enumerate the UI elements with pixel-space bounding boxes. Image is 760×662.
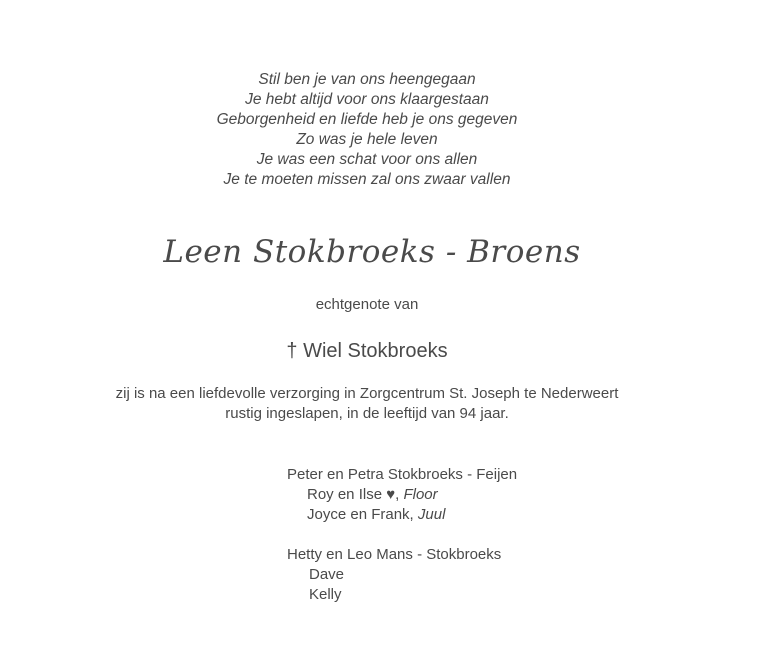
family-child bbox=[287, 505, 517, 525]
poem-line: Je was een schat voor ons allen bbox=[256, 151, 478, 168]
poem-line: Je te moeten missen zal ons zwaar vallen bbox=[223, 171, 511, 188]
family-parents: Hetty en Leo Mans - Stokbroeks bbox=[287, 546, 502, 563]
poem bbox=[0, 70, 734, 190]
spouse-intro: echtgenote van bbox=[315, 296, 419, 313]
spacer bbox=[287, 525, 517, 545]
family-child: Dave bbox=[309, 566, 345, 583]
poem-line: Je hebt altijd voor ons klaargestaan bbox=[245, 91, 489, 108]
family-child-names: Joyce en Frank, bbox=[307, 506, 414, 523]
grandchild-name: Floor bbox=[403, 486, 438, 503]
deceased-name: Leen Stokbroeks - Broens bbox=[163, 234, 581, 270]
spouse-name: † Wiel Stokbroeks bbox=[286, 340, 448, 362]
poem-line: Stil ben je van ons heengegaan bbox=[258, 71, 476, 88]
family-list bbox=[287, 465, 517, 605]
family-child-names: Roy en Ilse ♥, bbox=[307, 486, 400, 503]
death-statement bbox=[0, 384, 734, 424]
family-parents: Peter en Petra Stokbroeks - Feijen bbox=[287, 466, 518, 483]
statement-line: zij is na een liefdevolle verzorging in Zorgcentrum St. Joseph te Nederweert bbox=[115, 385, 619, 402]
poem-line: Zo was je hele leven bbox=[296, 131, 438, 148]
family-child: Kelly bbox=[309, 586, 342, 603]
family-child bbox=[287, 485, 517, 505]
grandchild-name: Juul bbox=[417, 506, 446, 523]
statement-line: rustig ingeslapen, in de leeftijd van 94 jaar. bbox=[225, 405, 509, 422]
poem-line: Geborgenheid en liefde heb je ons gegeven bbox=[216, 111, 518, 128]
